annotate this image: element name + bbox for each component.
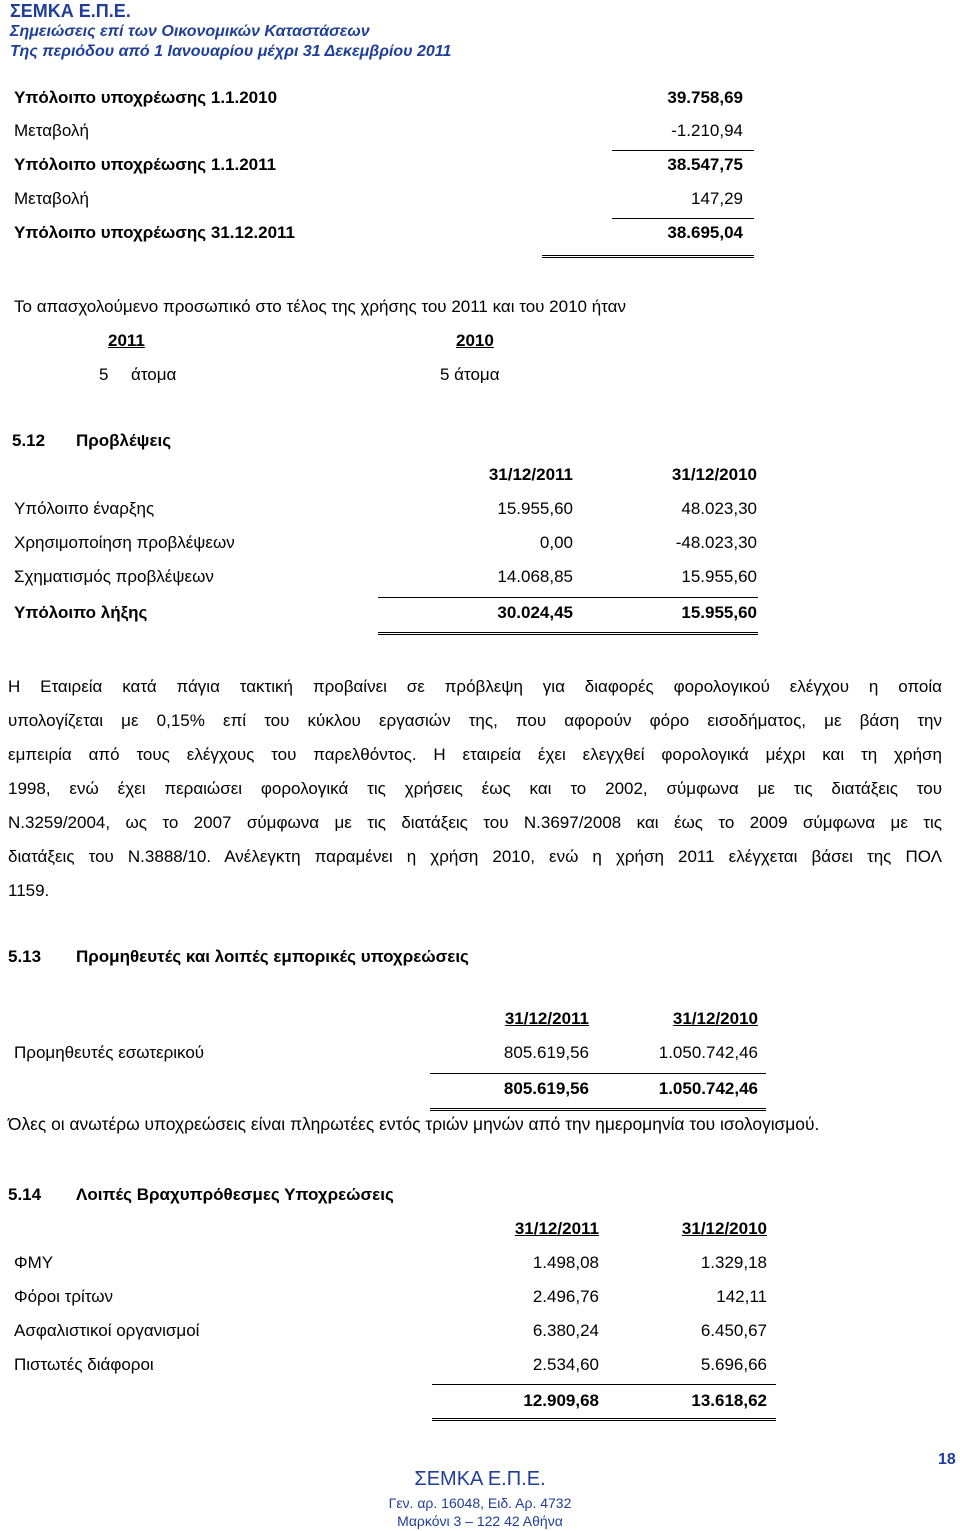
- paragraph-line: υπολογίζεται με 0,15% επί του κύκλου εργασιών της, που αφορούν φόρο εισοδήματος, με βάση την: [8, 711, 942, 730]
- obligation-value: 38.695,04: [667, 223, 743, 242]
- supplier-label: Προμηθευτές εσωτερικού: [14, 1043, 205, 1062]
- liability-value: 1.498,08: [532, 1253, 599, 1272]
- staff-sentence: Το απασχολούμενο προσωπικό στο τέλος της χρήσης του 2011 και του 2010 ήταν: [14, 297, 626, 316]
- paragraph-line: διατάξεις του Ν.3888/10. Ανέλεγκτη παραμένει η χρήση 2010, ενώ η χρήση 2011 ελέγχεται βάσει της ΠΟΛ: [8, 847, 942, 866]
- section-title: Προμηθευτές και λοιπές εμπορικές υποχρεώσεις: [76, 947, 469, 966]
- liability-value: 1.329,18: [700, 1253, 767, 1272]
- staff-count-2011: 5: [99, 365, 109, 384]
- subtotal-rule: [378, 597, 758, 598]
- provision-value: 14.068,85: [497, 567, 573, 586]
- provision-label: Χρησιμοποίηση προβλέψεων: [14, 533, 235, 552]
- paragraph-line: 1159.: [8, 881, 50, 900]
- section-title: Λοιπές Βραχυπρόθεσμες Υποχρεώσεις: [76, 1185, 394, 1204]
- obligation-label: Υπόλοιπο υποχρέωσης 31.12.2011: [14, 223, 296, 242]
- liability-total: 13.618,62: [691, 1391, 767, 1410]
- company-header: ΣΕΜΚΑ Ε.Π.Ε.: [10, 1, 131, 21]
- subtotal-rule: [430, 1073, 766, 1074]
- supplier-value: 1.050.742,46: [658, 1043, 758, 1062]
- provision-value: 15.955,60: [681, 603, 757, 622]
- liability-value: 2.496,76: [532, 1287, 599, 1306]
- supplier-value: 805.619,56: [503, 1043, 589, 1062]
- obligation-label: Μεταβολή: [14, 189, 89, 208]
- tax-audit-paragraph: [8, 670, 942, 908]
- paragraph-line: εμπειρία από τους ελέγχους του παρελθόντος. Η εταιρεία έχει ελεγχθεί φορολογικά μέχρι και τη χρήση: [8, 745, 942, 764]
- obligation-label: Υπόλοιπο υποχρέωσης 1.1.2010: [14, 88, 278, 107]
- staff-year-2011: 2011: [108, 331, 145, 350]
- subtotal-rule: [612, 150, 754, 151]
- obligation-label: Υπόλοιπο υποχρέωσης 1.1.2011: [14, 155, 277, 174]
- section-number: 5.13: [8, 947, 42, 966]
- provision-value: 15.955,60: [681, 567, 757, 586]
- page-number: 18: [938, 1451, 956, 1468]
- liability-value: 6.450,67: [700, 1321, 767, 1340]
- total-double-rule: [430, 1108, 766, 1111]
- obligation-value: 38.547,75: [667, 155, 743, 174]
- provision-value: 15.955,60: [497, 499, 573, 518]
- footer-company: ΣΕΜΚΑ Ε.Π.Ε.: [414, 1468, 546, 1490]
- provision-label: Υπόλοιπο λήξης: [14, 603, 148, 622]
- section-title: Προβλέψεις: [76, 431, 172, 450]
- supplier-total: 805.619,56: [503, 1079, 589, 1098]
- staff-unit-2011: άτομα: [131, 365, 177, 384]
- column-header: 31/12/2010: [681, 1219, 767, 1238]
- paragraph-line: Η Εταιρεία κατά πάγια τακτική προβαίνει σε πρόβλεψη για διαφορές φορολογικού ελέγχου η οποία: [8, 677, 942, 696]
- staff-year-2010: 2010: [456, 331, 494, 350]
- obligation-value: 39.758,69: [667, 88, 743, 107]
- liability-label: Πιστωτές διάφοροι: [14, 1355, 154, 1374]
- period-subtitle: Της περιόδου από 1 Ιανουαρίου μέχρι 31 Δεκεμβρίου 2011: [10, 43, 452, 60]
- total-double-rule: [542, 255, 754, 258]
- suppliers-note: Όλες οι ανωτέρω υποχρεώσεις είναι πληρωτέες εντός τριών μηνών από την ημερομηνία του ισολογισμού.: [8, 1114, 820, 1134]
- paragraph-line: 1998, ενώ έχει περαιώσει φορολογικά τις χρήσεις έως και το 2002, σύμφωνα με τις διατάξεις του: [8, 779, 942, 798]
- liability-value: 2.534,60: [532, 1355, 599, 1374]
- column-header: 31/12/2011: [504, 1009, 589, 1028]
- provision-label: Σχηματισμός προβλέψεων: [14, 567, 214, 586]
- provision-value: -48.023,30: [675, 533, 757, 552]
- liability-label: Ασφαλιστικοί οργανισμοί: [14, 1321, 200, 1340]
- liability-value: 5.696,66: [700, 1355, 767, 1374]
- column-header: 31/12/2011: [488, 465, 573, 484]
- supplier-total: 1.050.742,46: [658, 1079, 758, 1098]
- paragraph-line: Ν.3259/2004, ως το 2007 σύμφωνα με τις διατάξεις του Ν.3697/2008 και έως το 2009 σύμφωνα με τις: [8, 813, 942, 832]
- subtotal-rule: [612, 218, 754, 219]
- provision-label: Υπόλοιπο έναρξης: [14, 499, 155, 518]
- total-double-rule: [378, 632, 758, 635]
- provision-value: 30.024,45: [497, 603, 573, 622]
- staff-count-2010: 5 άτομα: [440, 365, 500, 384]
- obligation-value: -1.210,94: [671, 121, 743, 140]
- liability-value: 142,11: [716, 1287, 767, 1306]
- footer-registry: Γεν. αρ. 16048, Ειδ. Αρ. 4732: [388, 1495, 572, 1511]
- notes-subtitle: Σημειώσεις επί των Οικονομικών Καταστάσεων: [10, 23, 370, 40]
- section-number: 5.12: [12, 431, 46, 450]
- column-header: 31/12/2010: [672, 1009, 758, 1028]
- provision-value: 0,00: [539, 533, 573, 552]
- column-header: 31/12/2010: [671, 465, 757, 484]
- column-header: 31/12/2011: [514, 1219, 599, 1238]
- total-double-rule: [432, 1418, 776, 1421]
- section-number: 5.14: [8, 1185, 42, 1204]
- liability-value: 6.380,24: [532, 1321, 599, 1340]
- liability-total: 12.909,68: [523, 1391, 599, 1410]
- subtotal-rule: [432, 1384, 776, 1385]
- provision-value: 48.023,30: [681, 499, 757, 518]
- footer-address: Μαρκόνι 3 – 122 42 Αθήνα: [397, 1513, 563, 1529]
- liability-label: Φόροι τρίτων: [14, 1287, 114, 1306]
- liability-label: ΦΜΥ: [14, 1253, 54, 1272]
- obligation-label: Μεταβολή: [14, 121, 89, 140]
- obligation-value: 147,29: [691, 189, 743, 208]
